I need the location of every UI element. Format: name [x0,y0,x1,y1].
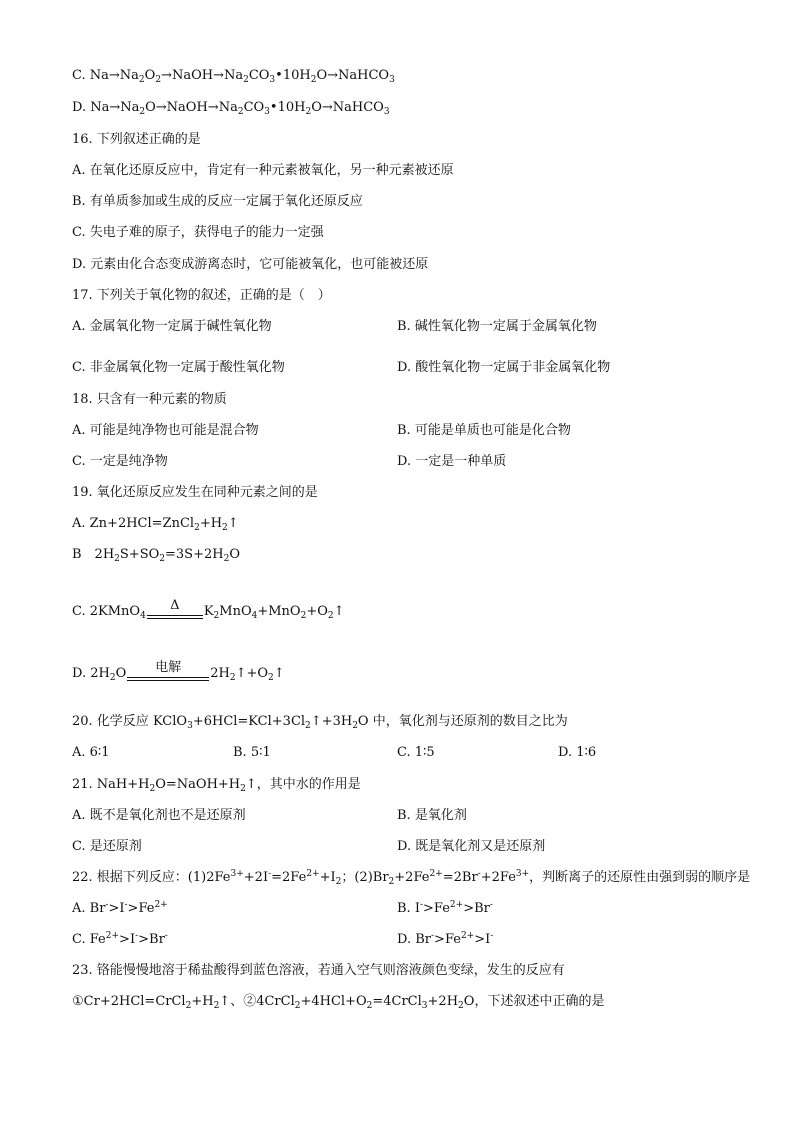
q20-option-c: C. 1∶5 [397,745,435,760]
q18-option-a: A. 可能是纯净物也可能是混合物 [72,423,259,438]
q17-option-d: D. 酸性氧化物一定属于非金属氧化物 [397,360,611,375]
q16-option-d: D. 元素由化合态变成游离态时，它可能被氧化，也可能被还原 [72,257,429,272]
q19-option-b: B $2H_2S+SO_2=3S+2H_2O$ [72,547,240,564]
q20-option-d: D. 1∶6 [558,745,597,760]
q16-stem: 16. 下列叙述正确的是 [72,132,201,147]
q23-stem: 23. 铬能慢慢地溶于稀盐酸得到蓝色溶液，若通入空气则溶液颜色变绿，发生的反应有 [72,963,565,978]
q19-option-a: A. $Zn+2HCl=ZnCl_2+H_2↑$ [72,516,239,533]
q17-option-b: B. 碱性氧化物一定属于金属氧化物 [397,319,597,334]
q16-option-c: C. 失电子难的原子，获得电子的能力一定强 [72,225,324,240]
q18-option-c: C. 一定是纯净物 [72,454,168,469]
q21-option-c: C. 是还原剂 [72,839,142,854]
q18-option-d: D. 一定是一种单质 [397,454,507,469]
q22-option-b: B. $I^->Fe^{2+}>Br^-$ [397,900,493,916]
q22-option-c: C. $Fe^{2+}>I^->Br^-$ [72,931,168,947]
q15-option-c: C. $Na\to Na_2O_2\to NaOH\to Na_2CO_3•10H_2O\to NaHCO_3$ [72,68,395,85]
q21-stem: 21. $NaH+H_2O=NaOH+H_2↑$，其中水的作用是 [72,777,361,794]
q19-option-d: D. $2H_2O$ 电解 $2H_2↑+O_2↑$ [72,660,285,683]
q19-option-c: C. 2KMnO$_4$ Δ $K_2MnO_4+MnO_2+O_2↑$ [72,598,345,621]
q18-option-b: B. 可能是单质也可能是化合物 [397,423,571,438]
q19-stem: 19. 氧化还原反应发生在同种元素之间的是 [72,485,318,500]
q18-stem: 18. 只含有一种元素的物质 [72,392,227,407]
q20-option-a: A. 6∶1 [72,745,110,760]
q23-reactions: $①Cr+2HCl=CrCl_2+H_2↑$、$②4CrCl_2+4HCl+O_2=4CrCl_3+2H_2O$，下述叙述中正确的是 [72,994,605,1011]
q16-option-a: A. 在氧化还原反应中，肯定有一种元素被氧化，另一种元素被还原 [72,163,454,178]
q21-option-b: B. 是氧化剂 [397,808,467,823]
q15-option-d: D. $Na\to Na_2O\to NaOH\to Na_2CO_3•10H_2O\to NaHCO_3$ [72,100,390,117]
q22-stem: 22. 根据下列反应：$(1)2Fe^{3+}+2I^-=2Fe^{2+}+I_2$；$(2)Br_2+2Fe^{2+}=2Br^-+2Fe^{3+}$，判断离子的还原性由强到弱的顺序是 [72,869,751,887]
electrolysis-condition-arrow: 电解 [127,665,209,683]
q21-option-d: D. 既是氧化剂又是还原剂 [397,839,546,854]
q20-stem: 20. 化学反应 $KClO_3+6HCl=KCl+3Cl_2↑+3H_2O$ 中，氧化剂与还原剂的数目之比为 [72,714,568,731]
q22-option-d: D. $Br^->Fe^{2+}>I^-$ [397,931,494,947]
q21-option-a: A. 既不是氧化剂也不是还原剂 [72,808,246,823]
q16-option-b: B. 有单质参加或生成的反应一定属于氧化还原反应 [72,194,363,209]
q17-option-a: A. 金属氧化物一定属于碱性氧化物 [72,319,272,334]
q17-stem: 17. 下列关于氧化物的叙述，正确的是（ ） [72,288,331,303]
q17-option-c: C. 非金属氧化物一定属于酸性氧化物 [72,360,285,375]
q22-option-a: A. $Br^->I^->Fe^{2+}$ [72,900,168,916]
heat-condition-arrow: Δ [147,603,203,621]
q20-option-b: B. 5∶1 [233,745,271,760]
